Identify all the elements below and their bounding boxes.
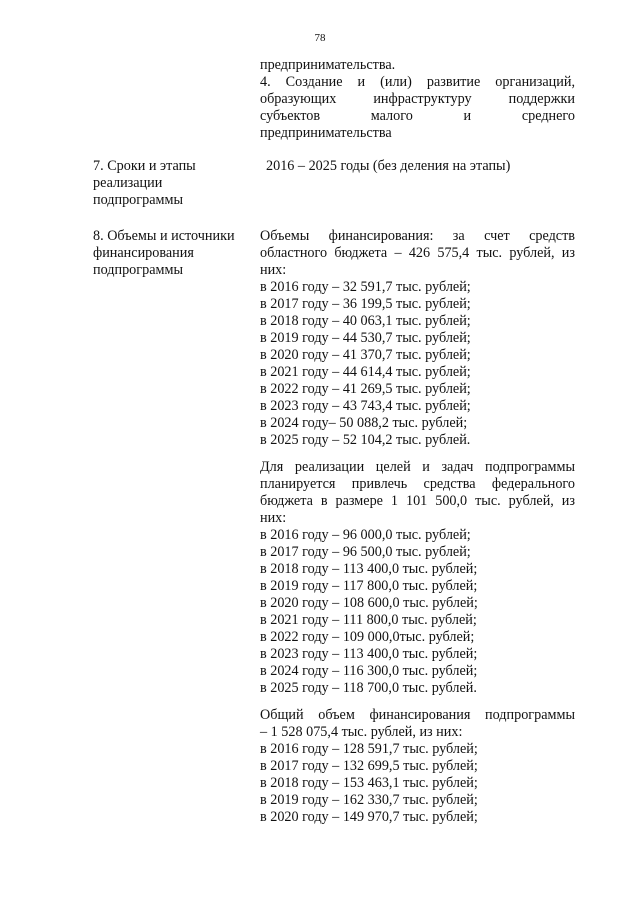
regional-intro-line: Объемы финансирования: за счет средств [260, 228, 575, 244]
list-item: в 2022 году – 109 000,0тыс. рублей; [260, 629, 475, 645]
label-line: подпрограммы [93, 192, 183, 208]
federal-intro-line: Для реализации целей и задач подпрограммы [260, 459, 575, 475]
list-item: в 2023 году – 43 743,4 тыс. рублей; [260, 398, 471, 414]
list-item: в 2020 году – 41 370,7 тыс. рублей; [260, 347, 471, 363]
list-item: в 2017 году – 132 699,5 тыс. рублей; [260, 758, 478, 774]
continuation-line: образующих инфраструктуру поддержки [260, 91, 575, 107]
federal-intro-line: планируется привлечь средства федерального [260, 476, 575, 492]
regional-intro-line: них: [260, 262, 287, 278]
total-year-list [260, 741, 575, 826]
federal-year-list [260, 527, 575, 697]
total-financing-block [260, 707, 575, 826]
list-item: в 2017 году – 36 199,5 тыс. рублей; [260, 296, 471, 312]
list-item: в 2022 году – 41 269,5 тыс. рублей; [260, 381, 471, 397]
section-8-content [260, 228, 575, 826]
list-item: в 2025 году – 118 700,0 тыс. рублей. [260, 680, 477, 696]
total-intro-line: Общий объем финансирования подпрограммы [260, 707, 575, 723]
list-item: в 2020 году – 108 600,0 тыс. рублей; [260, 595, 478, 611]
label-line: 7. Сроки и этапы [93, 158, 196, 174]
regional-year-list [260, 279, 575, 449]
federal-budget-block [260, 459, 575, 697]
section-7-label [93, 158, 253, 209]
list-item: в 2018 году – 113 400,0 тыс. рублей; [260, 561, 478, 577]
regional-intro-line: областного бюджета – 426 575,4 тыс. рублей, из [260, 245, 575, 261]
label-line: реализации [93, 175, 163, 191]
list-item: в 2016 году – 128 591,7 тыс. рублей; [260, 741, 478, 757]
list-item: в 2021 году – 111 800,0 тыс. рублей; [260, 612, 477, 628]
label-line: 8. Объемы и источники [93, 228, 235, 244]
continuation-line: 4. Создание и (или) развитие организаций, [260, 74, 575, 90]
list-item: в 2017 году – 96 500,0 тыс. рублей; [260, 544, 471, 560]
section-8-label [93, 228, 253, 279]
list-item: в 2019 году – 117 800,0 тыс. рублей; [260, 578, 478, 594]
federal-intro-line: них: [260, 510, 287, 526]
list-item: в 2018 году – 40 063,1 тыс. рублей; [260, 313, 471, 329]
label-line: финансирования [93, 245, 194, 261]
total-intro-line: – 1 528 075,4 тыс. рублей, из них: [260, 724, 463, 740]
list-item: в 2024 году– 50 088,2 тыс. рублей; [260, 415, 468, 431]
list-item: в 2020 году – 149 970,7 тыс. рублей; [260, 809, 478, 825]
continuation-line: субъектов малого и среднего [260, 108, 575, 124]
federal-intro-line: бюджета в размере 1 101 500,0 тыс. рублей, из [260, 493, 575, 509]
regional-budget-block [260, 228, 575, 449]
list-item: в 2016 году – 32 591,7 тыс. рублей; [260, 279, 471, 295]
list-item: в 2023 году – 113 400,0 тыс. рублей; [260, 646, 478, 662]
section-7-value: 2016 – 2025 годы (без деления на этапы) [266, 158, 511, 174]
list-item: в 2021 году – 44 614,4 тыс. рублей; [260, 364, 471, 380]
list-item: в 2019 году – 44 530,7 тыс. рублей; [260, 330, 471, 346]
continuation-line: предпринимательства [260, 125, 392, 141]
list-item: в 2019 году – 162 330,7 тыс. рублей; [260, 792, 478, 808]
label-line: подпрограммы [93, 262, 183, 278]
continuation-block [260, 57, 575, 142]
list-item: в 2018 году – 153 463,1 тыс. рублей; [260, 775, 478, 791]
list-item: в 2025 году – 52 104,2 тыс. рублей. [260, 432, 471, 448]
page-number: 78 [314, 32, 326, 44]
continuation-line: предпринимательства. [260, 57, 396, 73]
list-item: в 2016 году – 96 000,0 тыс. рублей; [260, 527, 471, 543]
list-item: в 2024 году – 116 300,0 тыс. рублей; [260, 663, 478, 679]
